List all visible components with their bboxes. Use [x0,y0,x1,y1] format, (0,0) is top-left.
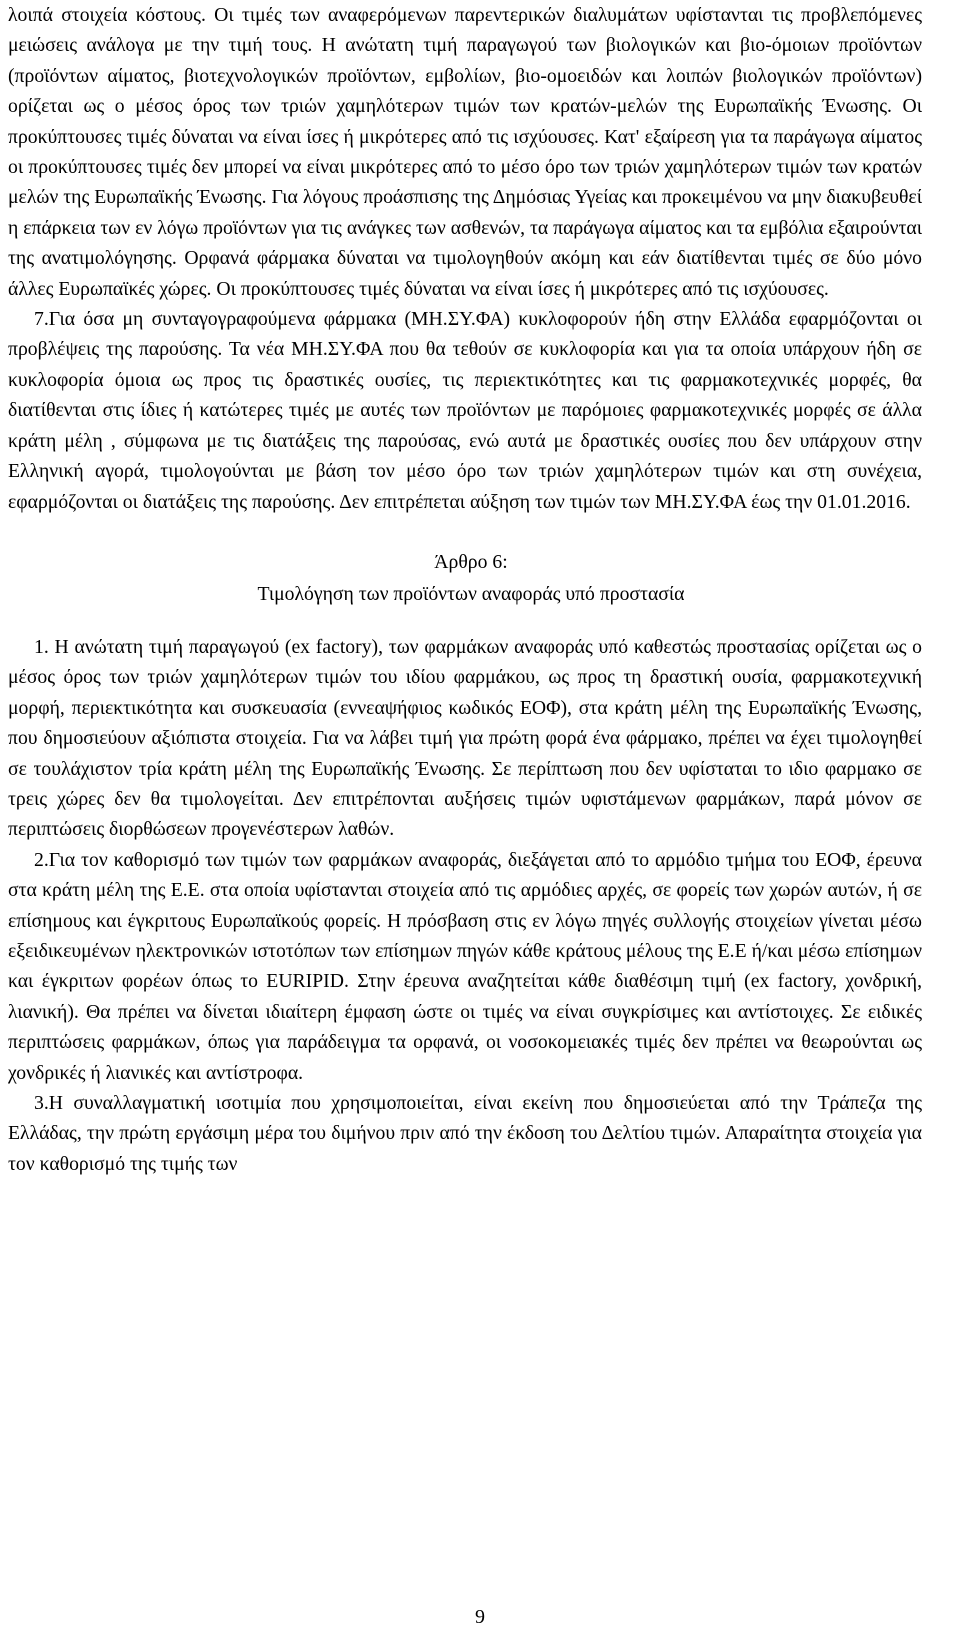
paragraph-continuation: λοιπά στοιχεία κόστους. Οι τιμές των αναφερόμενων παρεντερικών διαλυμάτων υφίστανται τις προβλεπόμενες μειώσεις ανάλογα με την τιμή τους. Η ανώτατη τιμή παραγωγού των βιολογικών και βιο-όμοιων προϊόντων (προϊόντων αίματος, βιοτεχνολογικών προϊόντων, εμβολίων, βιο-ομοειδών και λοιπών βιολογικών προϊόντων) ορίζεται ως ο μέσος όρος των τριών χαμηλότερων τιμών των κρατών-μελών της Ευρωπαϊκής Ένωσης. Οι προκύπτουσες τιμές δύναται να είναι ίσες ή μικρότερες από τις ισχύουσες. Κατ' εξαίρεση για τα παράγωγα αίματος οι προκύπτουσες τιμές δεν μπορεί να είναι μικρότερες από το μέσο όρο των τριών χαμηλότερων τιμών των κρατών μελών της Ευρωπαϊκής Ένωσης. Για λόγους προάσπισης της Δημόσιας Υγείας και προκειμένου να μην διακυβευθεί η επάρκεια των εν λόγω προϊόντων για τις ανάγκες των ασθενών, τα παράγωγα αίματος και τα εμβόλια εξαιρούνται της ανατιμολόγησης. Ορφανά φάρμακα δύναται να τιμολογηθούν ακόμη και εάν διατίθενται τιμές σε δύο μόνο άλλες Ευρωπαϊκές χώρες. Οι προκύπτουσες τιμές δύναται να είναι ίσες ή μικρότερες από τις ισχύουσες. [8,4,922,300]
document-page [8,0,922,1179]
article-title: Τιμολόγηση των προϊόντων αναφοράς υπό προστασία [257,582,685,605]
article-number: Άρθρο 6: [434,550,508,573]
paragraph-item-3: 3.Η συναλλαγματική ισοτιμία που χρησιμοποιείται, είναι εκείνη που δημοσιεύεται από την Τράπεζα της Ελλάδας, την πρώτη εργάσιμη μέρα του διμήνου πριν από την έκδοση του Δελτίου τιμών. Απαραίτητα στοιχεία για τον καθορισμό της τιμής των [8,1092,922,1175]
page-number: 9 [475,1606,485,1628]
paragraph-item-2: 2.Για τον καθορισμό των τιμών των φαρμάκων αναφοράς, διεξάγεται από το αρμόδιο τμήμα του ΕΟΦ, έρευνα στα κράτη μέλη της Ε.Ε. στα οποία υφίστανται στοιχεία από τις αρμόδιες αρχές, σε φορείς των χωρών αυτών, ή σε επίσημους και έγκριτους Ευρωπαϊκούς φορείς. Η πρόσβαση στις εν λόγω πηγές συλλογής στοιχείων γίνεται μέσω εξειδικευμένων ηλεκτρονικών ιστοτόπων των επίσημων πηγών κάθε κράτους μέλους της Ε.Ε ή/και μέσω επίσημων και έγκριτων φορέων όπως το EURIPID. Στην έρευνα αναζητείται κάθε διαθέσιμη τιμή (ex factory, χονδρική, λιανική). Θα πρέπει να δίνεται ιδιαίτερη έμφαση ώστε οι τιμές να είναι συγκρίσιμες και αντίστοιχες. Σε ειδικές περιπτώσεις φαρμάκων, όπως για παράδειγμα τα ορφανά, οι νοσοκομειακές τιμές δεν πρέπει να θεωρούνται ως χονδρικές ή λιανικές και αντίστροφα. [8,848,922,1084]
paragraph-item-1: 1. Η ανώτατη τιμή παραγωγού (ex factory), των φαρμάκων αναφοράς υπό καθεστώς προστασίας ορίζεται ως ο μέσος όρος των τριών χαμηλότερων τιμών του ιδίου φαρμάκου, ως προς τη δραστική ουσία, φαρμακοτεχνική μορφή, περιεκτικότητα και συσκευασία (εννεαψήφιος κωδικός ΕΟΦ), στα κράτη μέλη της Ευρωπαϊκής Ένωσης, που δημοσιεύουν αξιόπιστα στοιχεία. Για να λάβει τιμή για πρώτη φορά ένα φάρμακο, πρέπει να έχει τιμολογηθεί σε τουλάχιστον τρία κράτη μέλη της Ευρωπαϊκής Ένωσης. Σε περίπτωση που δεν υφίσταται το ιδιο φαρμακο σε τρεις χώρες δεν θα τιμολογείται. Δεν επιτρέπονται αυξήσεις τιμών υφιστάμενων φαρμάκων, παρά μόνον σε περιπτώσεις διορθώσεων προγενέστερων λαθών. [8,635,922,841]
paragraph-item-7: 7.Για όσα μη συνταγογραφούμενα φάρμακα (ΜΗ.ΣΥ.ΦΑ) κυκλοφορούν ήδη στην Ελλάδα εφαρμόζονται οι προβλέψεις της παρούσης. Τα νέα ΜΗ.ΣΥ.ΦΑ που θα τεθούν σε κυκλοφορία και για τα οποία υπάρχουν ήδη σε κυκλοφορία όμοια ως προς τις δραστικές ουσίες, τις περιεκτικότητες και τις φαρμακοτεχνικές μορφές, θα διατίθενται στις ίδιες ή κατώτερες τιμές με αυτές των προϊόντων με παρόμοιες φαρμακοτεχνικές μορφές σε άλλα κράτη μέλη , σύμφωνα με τις διατάξεις της παρούσας, ενώ αυτά με δραστικές ουσίες που δεν υπάρχουν στην Ελληνική αγορά, τιμολογούνται με βάση τον μέσο όρο των τριών χαμηλότερων τιμών και στη συνέχεια, εφαρμόζονται οι διατάξεις της παρούσης. Δεν επιτρέπεται αύξηση των τιμών των ΜΗ.ΣΥ.ΦΑ έως την 01.01.2016. [8,308,922,513]
